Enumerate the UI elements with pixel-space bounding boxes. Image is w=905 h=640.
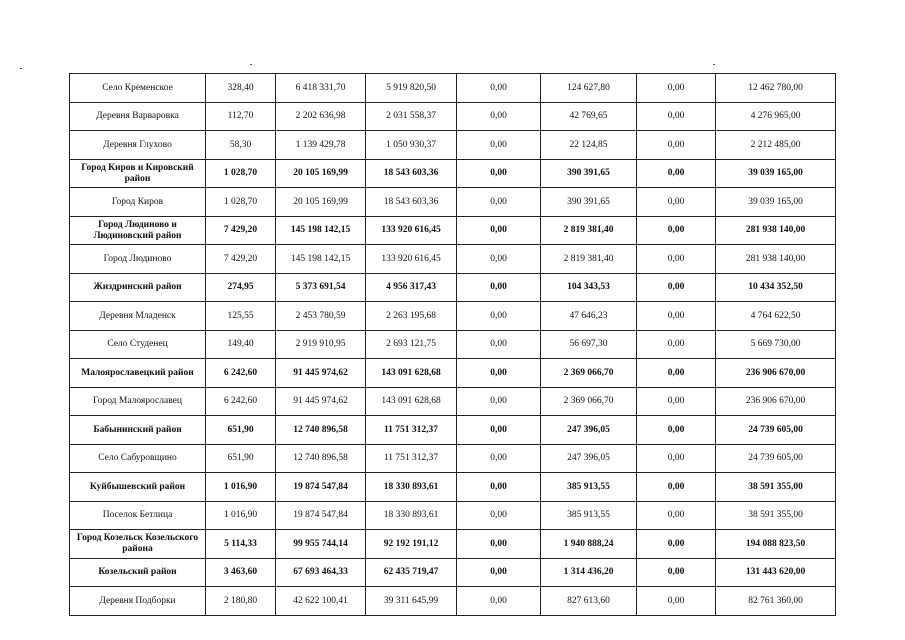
cell-value-4: 2 819 381,40 [541,217,637,245]
cell-area: 2 180,80 [206,587,276,616]
cell-value-4: 1 314 436,20 [541,559,637,587]
cell-value-1: 6 418 331,70 [276,74,366,103]
cell-value-4: 2 819 381,40 [541,245,637,274]
cell-territory-name: Куйбышевский район [70,473,206,502]
cell-value-5: 0,00 [637,274,716,302]
cell-value-1: 42 622 100,41 [276,587,366,616]
cell-area: 274,95 [206,274,276,302]
table-row [70,416,836,445]
table-row [70,245,836,274]
cell-territory-name: Поселок Бетлица [70,502,206,530]
cell-value-5: 0,00 [637,131,716,160]
cell-value-5: 0,00 [637,331,716,359]
cell-value-3: 0,00 [457,103,541,131]
cell-value-2: 2 693 121,75 [366,331,457,359]
cell-value-4: 22 124,85 [541,131,637,160]
cell-territory-name: Село Сабуровщино [70,445,206,473]
cell-territory-name: Малоярославецкий район [70,359,206,388]
cell-area: 1 016,90 [206,502,276,530]
data-table [69,73,836,616]
cell-total: 281 938 140,00 [716,217,836,245]
scan-speck [20,68,22,69]
cell-total: 24 739 605,00 [716,416,836,445]
cell-value-2: 143 091 628,68 [366,359,457,388]
cell-area: 7 429,20 [206,217,276,245]
table-row [70,274,836,302]
cell-value-2: 18 330 893,61 [366,502,457,530]
cell-value-3: 0,00 [457,559,541,587]
table-row [70,302,836,331]
cell-territory-name: Бабынинский район [70,416,206,445]
cell-value-5: 0,00 [637,445,716,473]
cell-value-5: 0,00 [637,388,716,416]
cell-value-5: 0,00 [637,188,716,217]
cell-territory-name: Село Кременское [70,74,206,103]
cell-value-2: 133 920 616,45 [366,245,457,274]
cell-total: 281 938 140,00 [716,245,836,274]
table-row [70,559,836,587]
cell-value-4: 124 627,80 [541,74,637,103]
cell-area: 6 242,60 [206,359,276,388]
cell-territory-name: Город Киров [70,188,206,217]
cell-value-1: 67 693 464,33 [276,559,366,587]
table-row [70,131,836,160]
cell-value-4: 42 769,65 [541,103,637,131]
table-row [70,359,836,388]
cell-territory-name: Козельский район [70,559,206,587]
cell-value-1: 145 198 142,15 [276,245,366,274]
cell-value-1: 2 453 780,59 [276,302,366,331]
cell-area: 112,70 [206,103,276,131]
cell-value-1: 145 198 142,15 [276,217,366,245]
cell-value-3: 0,00 [457,502,541,530]
cell-value-5: 0,00 [637,74,716,103]
cell-value-3: 0,00 [457,217,541,245]
cell-value-1: 20 105 169,99 [276,160,366,188]
cell-territory-name: Деревня Варваровка [70,103,206,131]
cell-value-2: 11 751 312,37 [366,416,457,445]
cell-area: 1 016,90 [206,473,276,502]
cell-value-2: 4 956 317,43 [366,274,457,302]
cell-value-3: 0,00 [457,587,541,616]
cell-value-3: 0,00 [457,331,541,359]
cell-value-1: 12 740 896,58 [276,416,366,445]
cell-value-3: 0,00 [457,274,541,302]
table-row [70,188,836,217]
cell-territory-name: Село Студенец [70,331,206,359]
cell-value-2: 133 920 616,45 [366,217,457,245]
cell-value-3: 0,00 [457,445,541,473]
cell-value-3: 0,00 [457,160,541,188]
cell-value-1: 91 445 974,62 [276,359,366,388]
cell-area: 328,40 [206,74,276,103]
cell-area: 58,30 [206,131,276,160]
cell-value-3: 0,00 [457,388,541,416]
cell-value-1: 19 874 547,84 [276,502,366,530]
cell-value-2: 143 091 628,68 [366,388,457,416]
cell-area: 1 028,70 [206,160,276,188]
table-row [70,502,836,530]
table-row [70,473,836,502]
cell-value-1: 2 202 636,98 [276,103,366,131]
cell-value-5: 0,00 [637,160,716,188]
cell-value-1: 2 919 910,95 [276,331,366,359]
cell-value-3: 0,00 [457,359,541,388]
cell-value-2: 5 919 820,50 [366,74,457,103]
cell-value-2: 1 050 930,37 [366,131,457,160]
cell-total: 10 434 352,50 [716,274,836,302]
cell-total: 12 462 780,00 [716,74,836,103]
cell-value-4: 385 913,55 [541,473,637,502]
cell-value-4: 247 396,05 [541,445,637,473]
cell-value-2: 18 330 893,61 [366,473,457,502]
cell-area: 125,55 [206,302,276,331]
cell-value-4: 1 940 888,24 [541,530,637,559]
cell-territory-name: Город Малоярославец [70,388,206,416]
cell-value-4: 247 396,05 [541,416,637,445]
table-row [70,160,836,188]
cell-value-1: 5 373 691,54 [276,274,366,302]
cell-total: 2 212 485,00 [716,131,836,160]
cell-value-3: 0,00 [457,416,541,445]
cell-area: 5 114,33 [206,530,276,559]
table-row [70,587,836,616]
cell-total: 38 591 355,00 [716,502,836,530]
scan-speck [713,64,715,65]
cell-value-4: 104 343,53 [541,274,637,302]
cell-value-5: 0,00 [637,530,716,559]
cell-total: 4 276 965,00 [716,103,836,131]
cell-total: 236 906 670,00 [716,388,836,416]
cell-territory-name: Город Киров и Кировский район [70,160,206,188]
table-row [70,445,836,473]
cell-total: 5 669 730,00 [716,331,836,359]
cell-value-5: 0,00 [637,473,716,502]
cell-territory-name: Жиздринский район [70,274,206,302]
cell-value-4: 47 646,23 [541,302,637,331]
cell-total: 236 906 670,00 [716,359,836,388]
cell-value-2: 2 263 195,68 [366,302,457,331]
cell-value-2: 39 311 645,99 [366,587,457,616]
cell-value-4: 390 391,65 [541,188,637,217]
cell-value-3: 0,00 [457,530,541,559]
cell-territory-name: Деревня Младенск [70,302,206,331]
cell-value-5: 0,00 [637,103,716,131]
cell-value-4: 827 613,60 [541,587,637,616]
table-row [70,388,836,416]
table-row [70,74,836,103]
cell-area: 651,90 [206,416,276,445]
table-row [70,217,836,245]
cell-value-3: 0,00 [457,74,541,103]
cell-value-2: 62 435 719,47 [366,559,457,587]
cell-value-5: 0,00 [637,217,716,245]
cell-value-1: 91 445 974,62 [276,388,366,416]
cell-area: 7 429,20 [206,245,276,274]
scan-speck [250,64,252,65]
cell-value-3: 0,00 [457,188,541,217]
cell-value-1: 12 740 896,58 [276,445,366,473]
cell-value-4: 385 913,55 [541,502,637,530]
cell-territory-name: Город Людиново [70,245,206,274]
cell-value-2: 92 192 191,12 [366,530,457,559]
cell-area: 1 028,70 [206,188,276,217]
cell-value-4: 2 369 066,70 [541,359,637,388]
table-row [70,530,836,559]
cell-area: 3 463,60 [206,559,276,587]
cell-value-2: 2 031 558,37 [366,103,457,131]
cell-territory-name: Город Козельск Козельского района [70,530,206,559]
cell-value-3: 0,00 [457,473,541,502]
cell-value-2: 18 543 603,36 [366,160,457,188]
cell-value-5: 0,00 [637,416,716,445]
cell-territory-name: Деревня Глухово [70,131,206,160]
table-row [70,331,836,359]
cell-value-5: 0,00 [637,587,716,616]
cell-territory-name: Город Людиново и Людиновский район [70,217,206,245]
cell-value-5: 0,00 [637,559,716,587]
cell-value-3: 0,00 [457,302,541,331]
cell-value-3: 0,00 [457,131,541,160]
cell-total: 4 764 622,50 [716,302,836,331]
cell-value-1: 1 139 429,78 [276,131,366,160]
cell-total: 194 088 823,50 [716,530,836,559]
cell-area: 149,40 [206,331,276,359]
cell-value-1: 99 955 744,14 [276,530,366,559]
cell-total: 39 039 165,00 [716,188,836,217]
cell-value-3: 0,00 [457,245,541,274]
cell-value-5: 0,00 [637,302,716,331]
cell-value-4: 2 369 066,70 [541,388,637,416]
cell-total: 24 739 605,00 [716,445,836,473]
table-body [70,74,836,616]
cell-value-4: 390 391,65 [541,160,637,188]
cell-area: 6 242,60 [206,388,276,416]
cell-total: 38 591 355,00 [716,473,836,502]
cell-area: 651,90 [206,445,276,473]
cell-total: 39 039 165,00 [716,160,836,188]
cell-value-5: 0,00 [637,359,716,388]
cell-value-1: 20 105 169,99 [276,188,366,217]
cell-value-4: 56 697,30 [541,331,637,359]
cell-total: 131 443 620,00 [716,559,836,587]
cell-value-2: 11 751 312,37 [366,445,457,473]
table-row [70,103,836,131]
cell-value-2: 18 543 603,36 [366,188,457,217]
cell-value-1: 19 874 547,84 [276,473,366,502]
cell-total: 82 761 360,00 [716,587,836,616]
cell-value-5: 0,00 [637,245,716,274]
cell-territory-name: Деревня Подборки [70,587,206,616]
cell-value-5: 0,00 [637,502,716,530]
